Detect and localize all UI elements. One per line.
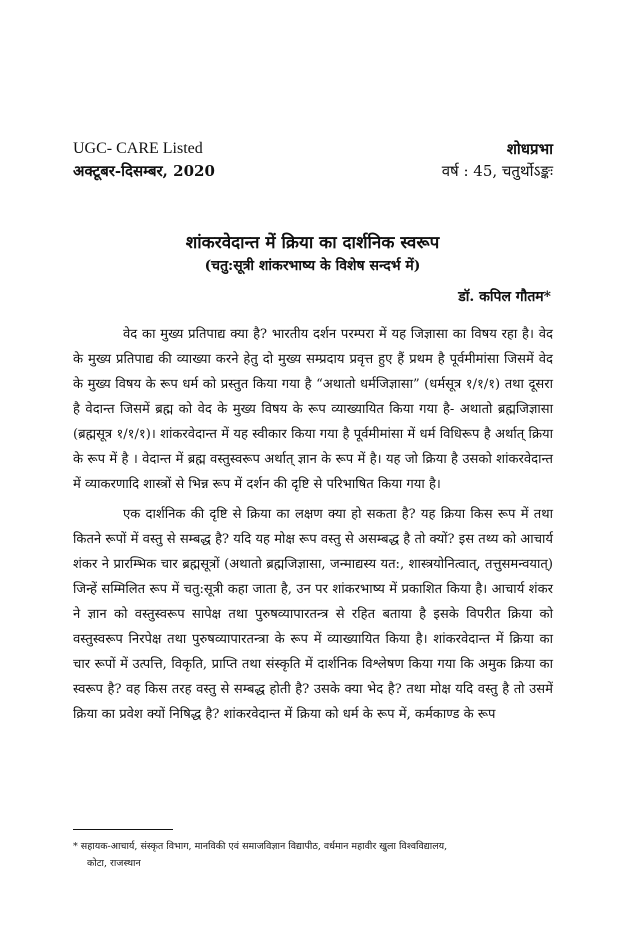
header-left <box>73 138 215 182</box>
volume-info: वर्ष : 45, चतुर्थोऽङ्कः <box>441 162 553 180</box>
paragraph-1: वेद का मुख्य प्रतिपाद्य क्या है? भारतीय दर्शन परम्परा में यह जिज्ञासा का विषय रहा है। वेद के मुख्य प्रतिपाद्य की व्याख्या करने हेतु दो मुख्य सम्प्रदाय प्रवृत्त हुए हैं प्रथम है पूर्वमीमांसा जिसमें वेद के मुख्य विषय के रूप धर्म को प्रस्तुत किया गया है “अथातो धर्मजिज्ञासा” (धर्मसूत्र १/१/१) तथा दूसरा है वेदान्त जिसमें ब्रह्म को वेद के मुख्य विषय के रूप व्याख्यायित किया गया है- अथातो ब्रह्मजिज्ञासा (ब्रह्मसूत्र १/१/१)। शांकरवेदान्त में यह स्वीकार किया गया है पूर्वमीमांसा में धर्म विधिरूप है अर्थात् क्रिया के रूप में है । वेदान्त में ब्रह्म वस्तुस्वरूप अर्थात् ज्ञान के रूप में है। यह जो क्रिया है उसको शांकरवेदान्त में व्याकरणादि शास्त्रों से भिन्न रूप में दर्शन की दृष्टि से परिभाषित किया गया है। <box>73 327 553 492</box>
paragraph-2: एक दार्शनिक की दृष्टि से क्रिया का लक्षण क्या हो सकता है? यह क्रिया किस रूप में तथा कितने रूपों में वस्तु से सम्बद्ध है? यदि यह मोक्ष रूप वस्तु से असम्बद्ध है तो क्यों? इस तथ्य को आचार्य शंकर ने प्रारम्भिक चार ब्रह्मसूत्रों (अथातो ब्रह्मजिज्ञासा, जन्माद्यस्य यत:, शास्त्रयोनित्वात्, तत्तुसमन्वयात्) जिन्हें सम्मिलित रूप में चतु:सूत्री कहा जाता है, उन पर शांकरभाष्य में प्रकाशित किया है। आचार्य शंकर ने ज्ञान को वस्तुस्वरूप सापेक्ष तथा पुरुषव्यापारतन्त्र से रहित बताया है इसके विपरीत क्रिया को वस्तुस्वरूप निरपेक्ष तथा पुरुषव्यापारतन्त्रा के रूप में व्याख्यायित किया है। शांकरवेदान्त में क्रिया का चार रूपों में उत्पत्ति, विकृति, प्राप्ति तथा संस्कृति में दार्शनिक विश्लेषण किया गया कि अमुक क्रिया का स्वरूप है? वह किस तरह वस्तु से सम्बद्ध होती है? उसके क्या भेद है? तथा मोक्ष यदि वस्तु है तो उसमें क्रिया का प्रवेश क्यों निषिद्ध है? शांकरवेदान्त में क्रिया को धर्म के रूप में, कर्मकाण्ड के रूप <box>73 507 553 722</box>
ugc-care-label: UGC- CARE Listed <box>73 140 203 157</box>
footnote <box>73 838 558 872</box>
footnote-line-2: कोटा, राजस्थान <box>87 858 141 869</box>
footnote-divider <box>73 829 173 830</box>
issue-date: अक्टूबर-दिसम्बर, 2020 <box>73 162 215 180</box>
article-subtitle: (चतु:सूत्री शांकरभाष्य के विशेष सन्दर्भ में) <box>204 258 421 274</box>
article-author: डॉ. कपिल गौतम* <box>458 289 551 305</box>
article-body <box>73 322 553 727</box>
header-right <box>442 138 553 182</box>
footnote-line-1: * सहायक-आचार्य, संस्कृत विभाग, मानविकी एवं समाजविज्ञान विद्यापीठ, वर्धमान महावीर खुला विश्वविद्यालय, <box>73 841 448 852</box>
article-title: शांकरवेदान्त में क्रिया का दार्शनिक स्वरूप <box>185 233 440 253</box>
journal-name: शोधप्रभा <box>506 140 553 158</box>
